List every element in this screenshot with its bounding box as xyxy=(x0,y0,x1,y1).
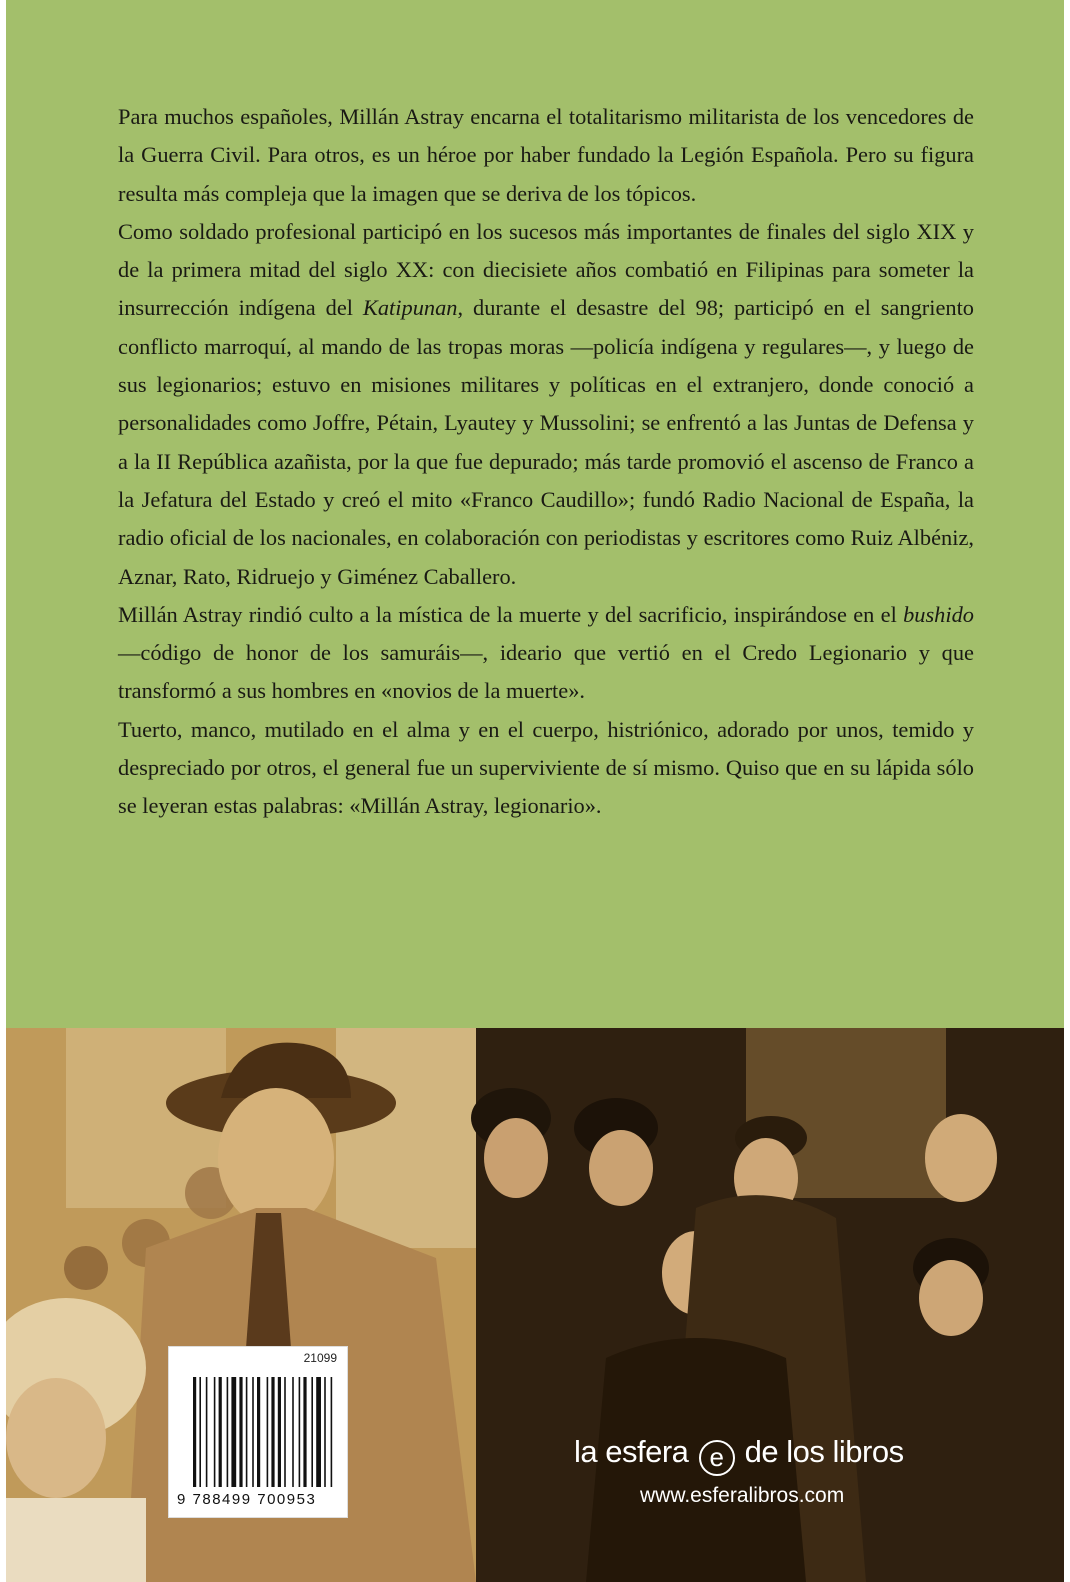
publisher-name-part2: de los libros xyxy=(744,1434,904,1469)
barcode-bar xyxy=(214,1377,216,1487)
publisher-website: www.esferalibros.com xyxy=(640,1484,845,1507)
paragraph-text: , durante el desastre del 98; participó en el sangriento conflicto marroquí, al mando de las tropas moras —policía indígena y regulares—, y luego de sus legionarios; estuvo en misiones militares y políticas en el extranjero, donde conoció a personalidades como Joffre, Pétain, Lyautey y Mussolini; se enfrentó a las Juntas de Defensa y a la II República azañista, por la que fue depurado; más tarde promovió el ascenso de Franco a la Jefatura del Estado y creó el mito «Franco Caudillo»; fundó Radio Nacional de España, la radio oficial de los nacionales, en colaboración con periodistas y escritores como Ruiz Albéniz, Aznar, Rato, Ridruejo y Giménez Caballero. xyxy=(118,295,974,589)
publisher-name-part1: la esfera xyxy=(574,1434,689,1469)
barcode-bar xyxy=(199,1377,201,1487)
barcode-bar xyxy=(271,1377,274,1487)
barcode-bar xyxy=(227,1377,229,1487)
barcode-bar xyxy=(303,1377,306,1487)
barcode-bar xyxy=(231,1377,236,1487)
child-dress xyxy=(6,1498,146,1582)
barcode-bar xyxy=(246,1377,248,1487)
barcode-bar xyxy=(331,1377,333,1487)
woman-face xyxy=(919,1260,983,1336)
child-face xyxy=(6,1378,106,1498)
woman-face xyxy=(484,1118,548,1198)
paragraph-text: —código de honor de los samuráis—, ideario que vertió en el Credo Legionario y que transformó a sus hombres en «novios de la muerte». xyxy=(118,640,974,704)
building-facade xyxy=(336,1028,476,1248)
man-face xyxy=(218,1088,334,1228)
publisher-logo xyxy=(574,1434,904,1476)
italic-term: Katipunan xyxy=(362,295,458,321)
woman-face xyxy=(589,1130,653,1206)
barcode-bars xyxy=(193,1377,341,1487)
barcode-bar xyxy=(299,1377,301,1487)
photo-illustration xyxy=(6,1028,1064,1582)
synopsis-paragraph xyxy=(118,98,974,213)
paragraph-text: Millán Astray rindió culto a la mística de la muerte y del sacrificio, inspirándose en el xyxy=(118,601,904,627)
barcode-label xyxy=(168,1346,348,1518)
barcode-bar xyxy=(252,1377,254,1487)
paragraph-text: Para muchos españoles, Millán Astray encarna el totalitarismo militarista de los vencedores de la Guerra Civil. Para otros, es un héroe por haber fundado la Legión Española. Pero su figura resulta más compleja que la imagen que se deriva de los tópicos. xyxy=(118,104,974,206)
isbn-number: 9 788499 700953 xyxy=(177,1491,317,1508)
barcode-bar xyxy=(292,1377,294,1487)
publisher-e-icon: e xyxy=(699,1440,735,1476)
man-right-face xyxy=(925,1114,997,1202)
barcode-code-top: 21099 xyxy=(303,1351,337,1365)
synopsis-paragraph xyxy=(118,213,974,596)
barcode-bar xyxy=(257,1377,260,1487)
barcode-bar xyxy=(219,1377,222,1487)
barcode-bar xyxy=(324,1377,326,1487)
synopsis-paragraph xyxy=(118,596,974,711)
paragraph-text: Como soldado profesional participó en los sucesos más importantes de finales del siglo XIX y de la primera mitad del siglo XX: con diecisiete años combatió en Filipinas para someter la insurrección indígena del xyxy=(118,218,974,321)
paragraph-text: Tuerto, manco, mutilado en el alma y en el cuerpo, histriónico, adorado por unos, temido y despreciado por otros, el general fue un superviviente de sí mismo. Quiso que en su lápida sólo se leyeran estas palabras: «Millán Astray, legionario». xyxy=(118,716,974,819)
barcode-bar xyxy=(284,1377,286,1487)
barcode-bar xyxy=(278,1377,281,1487)
italic-term: bushido xyxy=(903,601,974,627)
barcode-bar xyxy=(316,1377,321,1487)
synopsis-paragraph xyxy=(118,711,974,826)
sepia-photograph xyxy=(6,1028,1064,1582)
synopsis-text xyxy=(118,98,974,826)
barcode-bar xyxy=(239,1377,242,1487)
barcode-bar xyxy=(267,1377,269,1487)
crowd-face xyxy=(64,1246,108,1290)
barcode-bar xyxy=(193,1377,196,1487)
barcode-bar xyxy=(311,1377,313,1487)
barcode-bar xyxy=(206,1377,208,1487)
